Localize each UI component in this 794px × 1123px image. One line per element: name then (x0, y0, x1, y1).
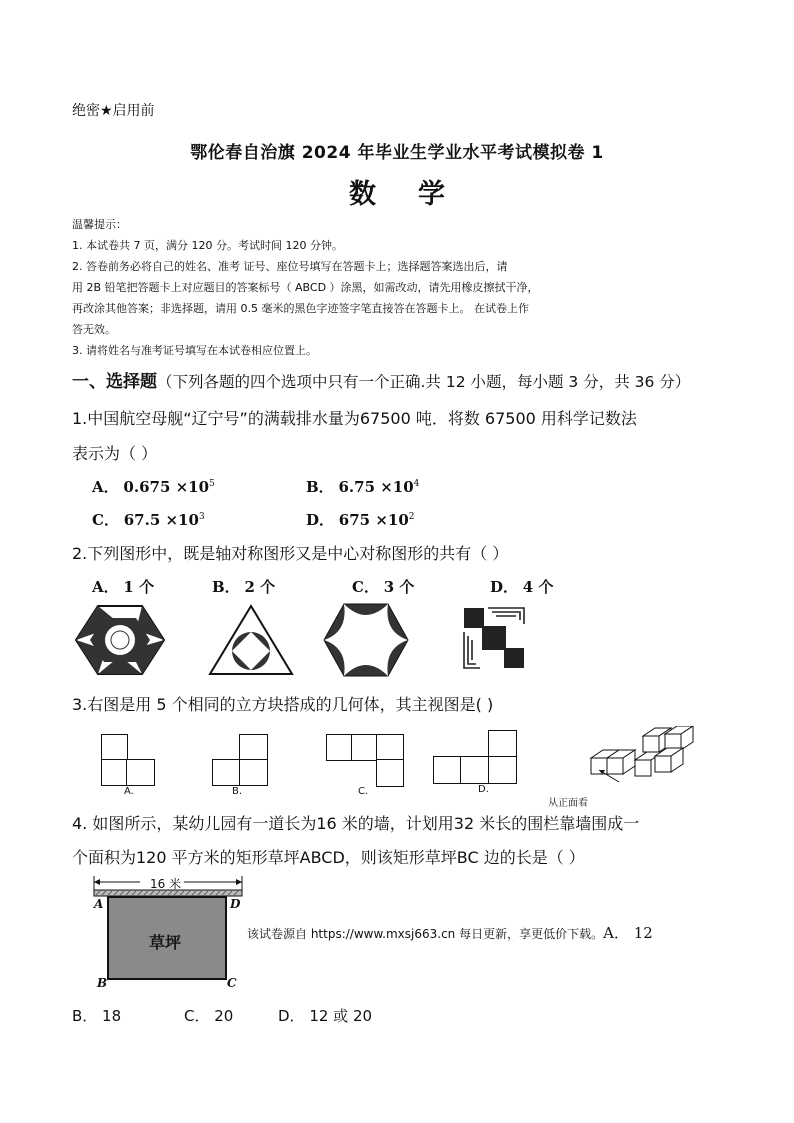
subject-title: 数学 (349, 179, 487, 210)
notes-line: 1. 本试卷共 7 页，满分 120 分。考试时间 120 分钟。 (72, 239, 343, 252)
exam-title: 鄂伦春自治旗 2024 年毕业生学业水平考试模拟卷 1 (190, 143, 604, 163)
wall-length-label: 16 米 (150, 877, 182, 891)
notes-heading: 温馨提示： (72, 218, 127, 231)
top-secret-label: 绝密★启用前 (72, 103, 155, 119)
section-desc: （下列各题的四个选项中只有一个正确.共 12 小题，每小题 3 分，共 36 分） (157, 373, 691, 391)
point-a: A (94, 897, 104, 911)
q2-line1: 2.下列图形中，既是轴对称图形又是中心对称图形的共有（ ） (72, 544, 509, 563)
hexagon-ring-figure (74, 604, 166, 676)
notes-line: 答无效。 (72, 323, 116, 336)
cube-solid-figure (585, 726, 695, 788)
q3-line1: 3.右图是用 5 个相同的立方块搭成的几何体，其主视图是( ) (72, 695, 494, 714)
point-d: D (230, 897, 241, 911)
notes-line: 3. 请将姓名与准考证号填写在本试卷相应位置上。 (72, 344, 317, 357)
notes-line: 2. 答卷前务必将自己的姓名、准考 证号、座位号填写在答题卡上；选择题答案选出后，请 (72, 260, 508, 273)
q3-front-view-label: 从正面看 (548, 798, 588, 809)
q4-option-a: A． 12 (603, 924, 653, 942)
section-label: 一、选择题 (72, 372, 157, 392)
q4-option-d: D． 12 或 20 (278, 1007, 373, 1025)
q1-option-c: C． $67.5 \times 10^3$ (92, 511, 205, 529)
point-b: B (97, 976, 108, 990)
q3-label-d: D. (478, 784, 489, 795)
notes-line: 再改涂其他答案；非选择题，请用 0.5 毫米的黑色字迹签字笔直接答在答题卡上。 在试卷上作 (72, 302, 529, 315)
q2-option-d: D． 4 个 (490, 578, 554, 596)
q1-option-d: D． $675 \times 10^2$ (306, 511, 415, 529)
lawn-label: 草坪 (149, 933, 182, 952)
q4-option-c: C． 20 (184, 1007, 234, 1025)
q2-option-b: B． 2 个 (212, 578, 276, 596)
watermark-text: 该试卷源自 https://www.mxsj663.cn 每日更新，享更低价下载。 (247, 927, 604, 941)
q4-line1: 4. 如图所示，某幼儿园有一道长为16 米的墙，计划用32 米长的围栏靠墙围成一 (72, 814, 640, 833)
q4-line2: 个面积为120 平方米的矩形草坪ABCD，则该矩形草坪BC 边的长是（ ） (72, 848, 585, 867)
q3-label-b: B. (232, 786, 243, 797)
q4-option-b: B． 18 (72, 1007, 122, 1025)
q2-option-c: C． 3 个 (352, 578, 415, 596)
point-c: C (227, 976, 237, 990)
q1-line1: 1.中国航空母舰“辽宁号”的满载排水量为67500 吨．将数 67500 用科学记数法 (72, 409, 637, 428)
q1-option-b: B． $6.75 \times 10^4$ (306, 478, 420, 496)
hexagon-star-figure (322, 602, 410, 678)
q2-option-a: A． 1 个 (92, 578, 155, 596)
section-heading (72, 367, 690, 392)
q3-label-c: C. (358, 786, 369, 797)
squares-pattern-figure (462, 606, 526, 670)
q3-label-a: A. (124, 786, 134, 797)
q1-line2: 表示为（ ） (72, 444, 158, 463)
notes-line: 用 2B 铅笔把答题卡上对应题目的答案标号（ ABCD ）涂黑，如需改动，请先用橡皮擦拭干净， (72, 281, 539, 294)
source-watermark (247, 922, 653, 943)
exam-notes (72, 214, 539, 361)
q1-option-a: A． $0.675 \times 10^5$ (92, 478, 215, 496)
triangle-circle-figure (208, 604, 294, 676)
